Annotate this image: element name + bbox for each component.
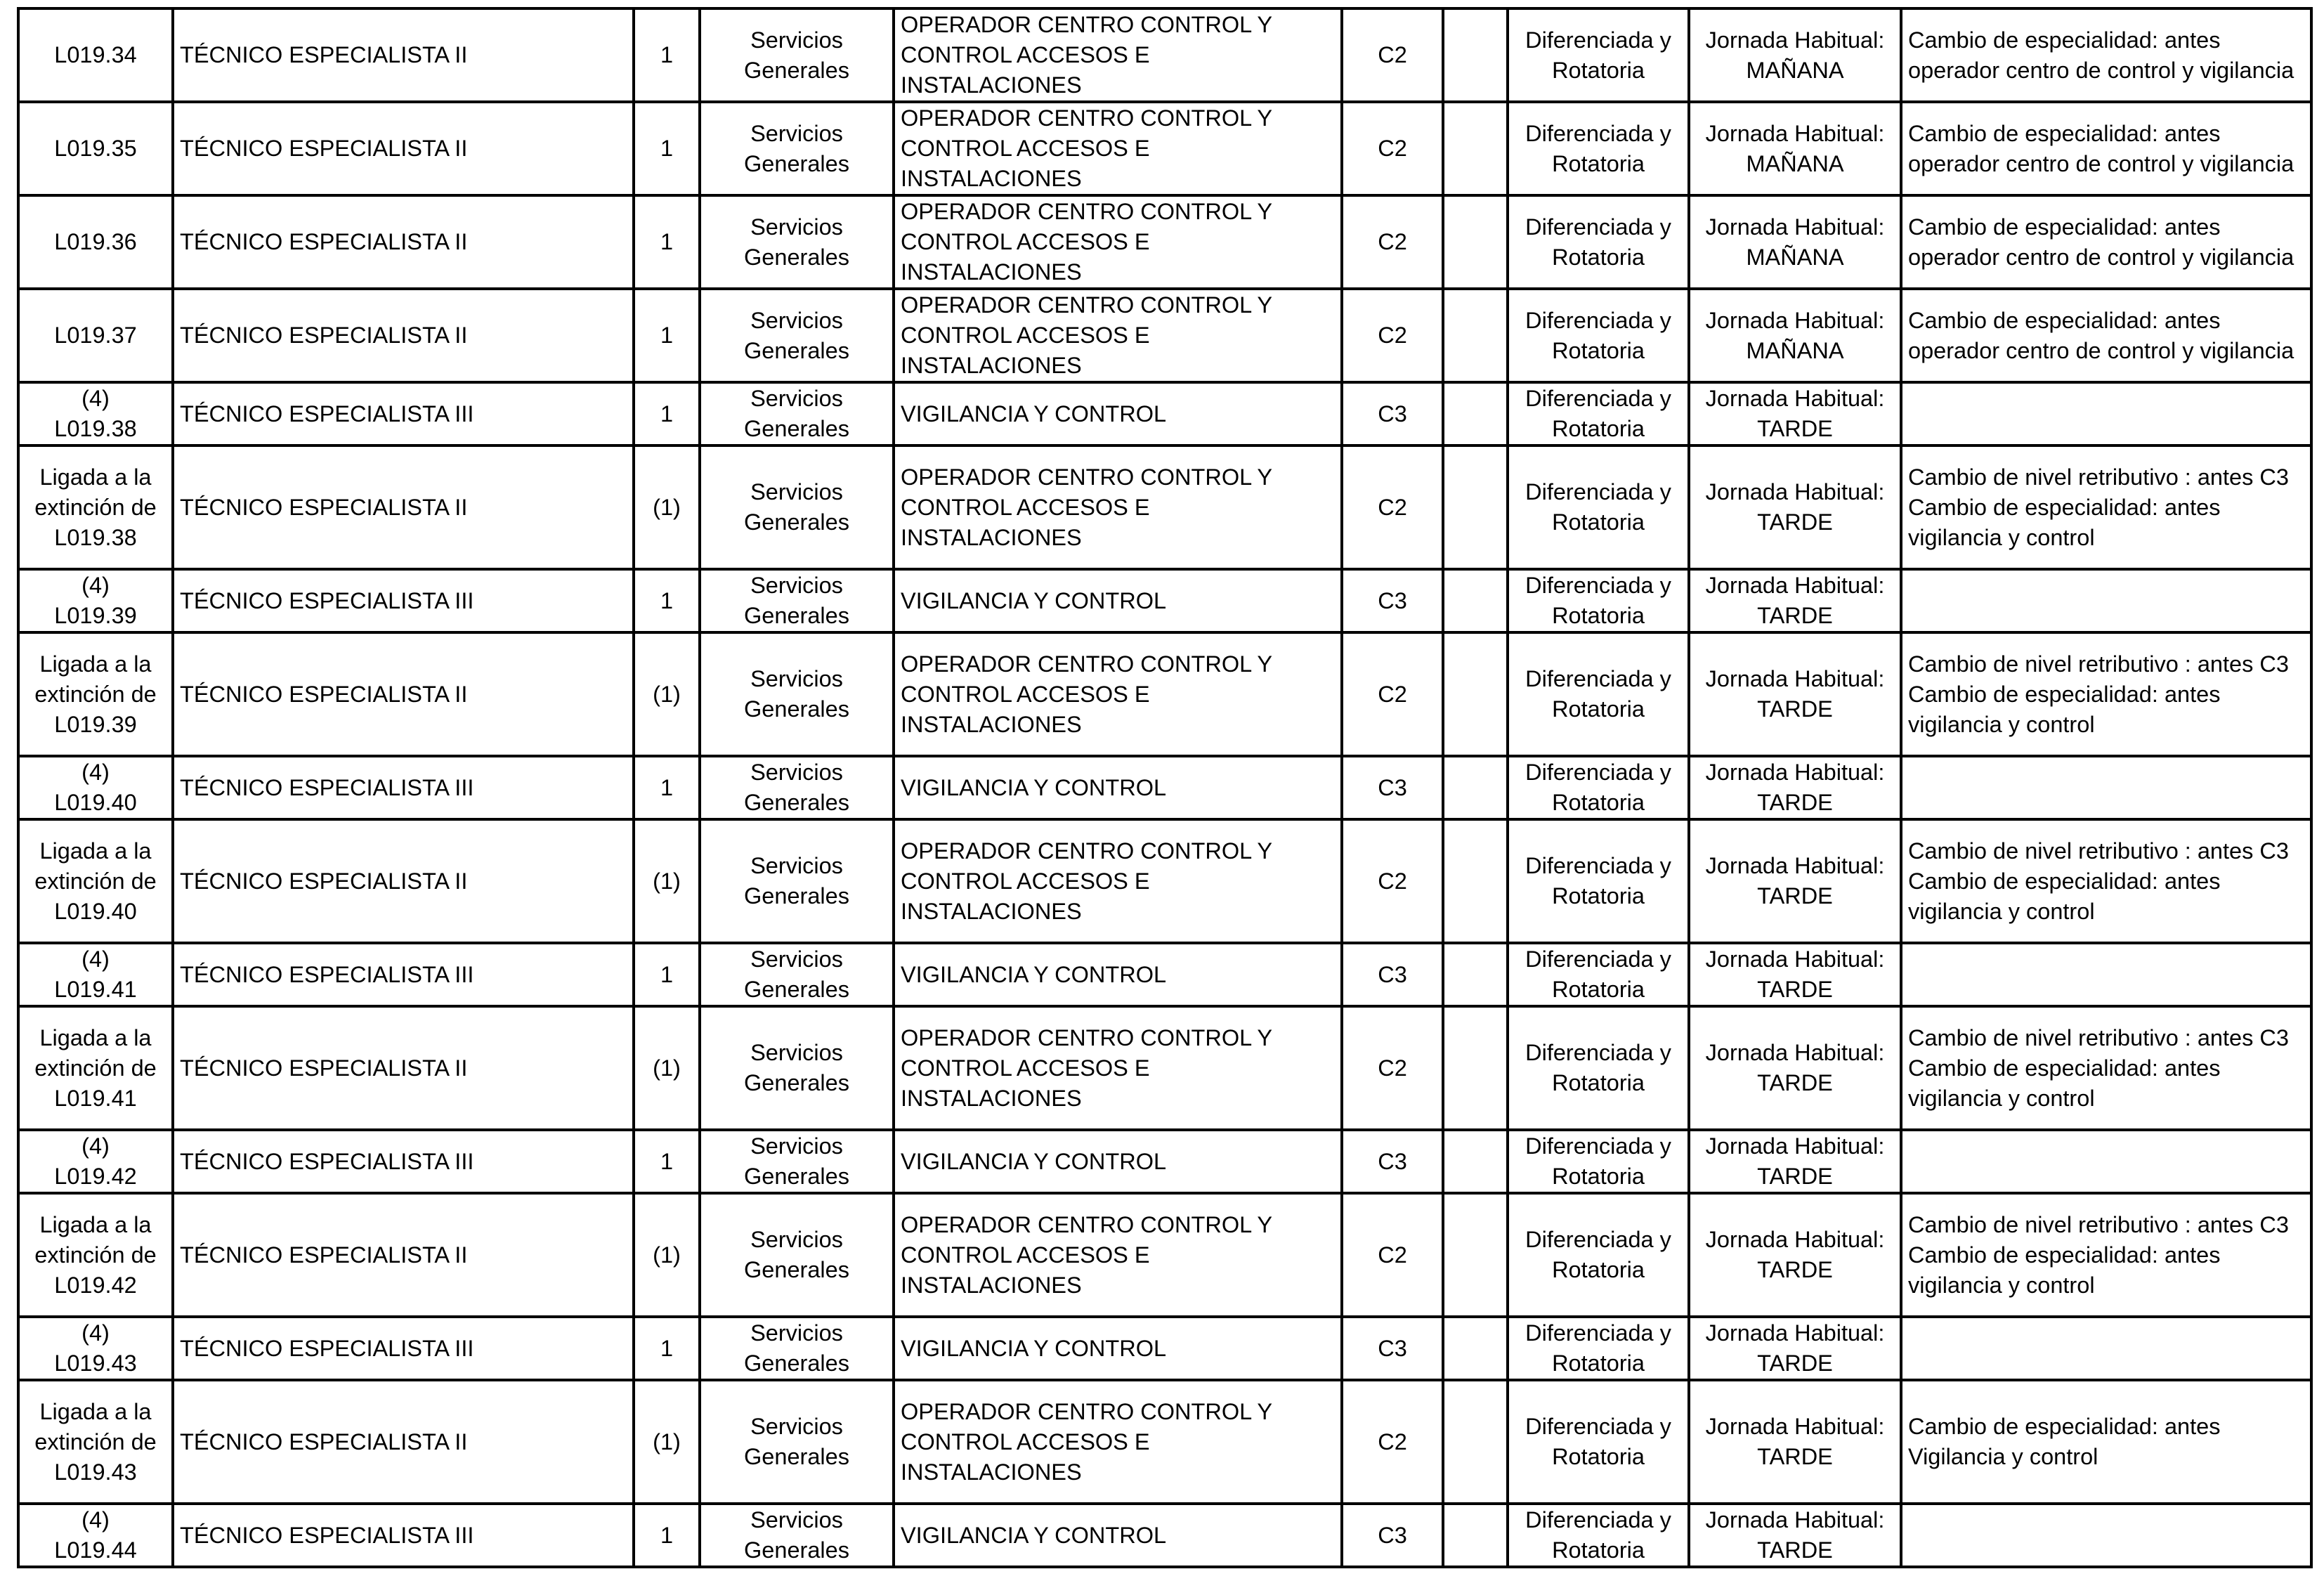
level-cell: C2 xyxy=(1342,819,1443,943)
observations-cell xyxy=(1901,382,2311,445)
level-cell: C3 xyxy=(1342,569,1443,632)
quantity-cell: 1 xyxy=(634,756,700,819)
shift-cell: Jornada Habitual: TARDE xyxy=(1689,569,1901,632)
table-row xyxy=(18,569,2311,632)
shift-cell: Jornada Habitual: TARDE xyxy=(1689,1380,1901,1504)
level-cell: C3 xyxy=(1342,943,1443,1006)
quantity-cell: 1 xyxy=(634,943,700,1006)
position-code-cell: (4) L019.39 xyxy=(18,569,173,632)
position-code-cell: L019.35 xyxy=(18,102,173,195)
schedule-type-cell: Diferenciada y Rotatoria xyxy=(1508,756,1689,819)
level-cell: C3 xyxy=(1342,1317,1443,1380)
quantity-cell: 1 xyxy=(634,382,700,445)
table-row xyxy=(18,1380,2311,1504)
category-cell: TÉCNICO ESPECIALISTA III xyxy=(173,1130,634,1193)
observations-cell: Cambio de nivel retributivo : antes C3 Cambio de especialidad: antes vigilancia y control xyxy=(1901,445,2311,569)
empty-cell xyxy=(1443,1317,1508,1380)
category-cell: TÉCNICO ESPECIALISTA II xyxy=(173,819,634,943)
schedule-type-cell: Diferenciada y Rotatoria xyxy=(1508,943,1689,1006)
observations-cell: Cambio de nivel retributivo : antes C3 Cambio de especialidad: antes vigilancia y control xyxy=(1901,1006,2311,1130)
level-cell: C2 xyxy=(1342,289,1443,382)
shift-cell: Jornada Habitual: MAÑANA xyxy=(1689,102,1901,195)
position-code-cell: (4) L019.40 xyxy=(18,756,173,819)
specialty-cell: OPERADOR CENTRO CONTROL Y CONTROL ACCESOS E INSTALACIONES xyxy=(894,632,1342,756)
category-cell: TÉCNICO ESPECIALISTA III xyxy=(173,382,634,445)
shift-cell: Jornada Habitual: MAÑANA xyxy=(1689,8,1901,102)
quantity-cell: (1) xyxy=(634,1193,700,1317)
category-cell: TÉCNICO ESPECIALISTA II xyxy=(173,195,634,289)
level-cell: C3 xyxy=(1342,756,1443,819)
position-code-cell: Ligada a la extinción de L019.38 xyxy=(18,445,173,569)
observations-cell: Cambio de especialidad: antes operador centro de control y vigilancia xyxy=(1901,195,2311,289)
empty-cell xyxy=(1443,943,1508,1006)
observations-cell: Cambio de especialidad: antes Vigilancia y control xyxy=(1901,1380,2311,1504)
position-code-cell: (4) L019.42 xyxy=(18,1130,173,1193)
specialty-cell: OPERADOR CENTRO CONTROL Y CONTROL ACCESOS E INSTALACIONES xyxy=(894,195,1342,289)
table-row xyxy=(18,445,2311,569)
observations-cell xyxy=(1901,1317,2311,1380)
schedule-type-cell: Diferenciada y Rotatoria xyxy=(1508,819,1689,943)
quantity-cell: (1) xyxy=(634,1006,700,1130)
area-cell: Servicios Generales xyxy=(700,1504,894,1567)
quantity-cell: (1) xyxy=(634,445,700,569)
quantity-cell: 1 xyxy=(634,195,700,289)
schedule-type-cell: Diferenciada y Rotatoria xyxy=(1508,1193,1689,1317)
category-cell: TÉCNICO ESPECIALISTA III xyxy=(173,943,634,1006)
specialty-cell: VIGILANCIA Y CONTROL xyxy=(894,756,1342,819)
category-cell: TÉCNICO ESPECIALISTA III xyxy=(173,569,634,632)
table-row xyxy=(18,195,2311,289)
observations-cell xyxy=(1901,569,2311,632)
empty-cell xyxy=(1443,289,1508,382)
category-cell: TÉCNICO ESPECIALISTA III xyxy=(173,1504,634,1567)
empty-cell xyxy=(1443,569,1508,632)
quantity-cell: (1) xyxy=(634,632,700,756)
table-row xyxy=(18,632,2311,756)
shift-cell: Jornada Habitual: TARDE xyxy=(1689,382,1901,445)
schedule-type-cell: Diferenciada y Rotatoria xyxy=(1508,102,1689,195)
shift-cell: Jornada Habitual: TARDE xyxy=(1689,632,1901,756)
shift-cell: Jornada Habitual: TARDE xyxy=(1689,1130,1901,1193)
empty-cell xyxy=(1443,1504,1508,1567)
table-row xyxy=(18,1504,2311,1567)
observations-cell xyxy=(1901,756,2311,819)
observations-cell: Cambio de nivel retributivo : antes C3 Cambio de especialidad: antes vigilancia y control xyxy=(1901,632,2311,756)
area-cell: Servicios Generales xyxy=(700,289,894,382)
empty-cell xyxy=(1443,102,1508,195)
specialty-cell: VIGILANCIA Y CONTROL xyxy=(894,1130,1342,1193)
empty-cell xyxy=(1443,382,1508,445)
area-cell: Servicios Generales xyxy=(700,195,894,289)
position-code-cell: (4) L019.41 xyxy=(18,943,173,1006)
level-cell: C2 xyxy=(1342,632,1443,756)
position-code-cell: L019.36 xyxy=(18,195,173,289)
observations-cell xyxy=(1901,1130,2311,1193)
position-code-cell: L019.34 xyxy=(18,8,173,102)
table-row xyxy=(18,943,2311,1006)
empty-cell xyxy=(1443,1130,1508,1193)
level-cell: C2 xyxy=(1342,8,1443,102)
area-cell: Servicios Generales xyxy=(700,756,894,819)
area-cell: Servicios Generales xyxy=(700,819,894,943)
area-cell: Servicios Generales xyxy=(700,943,894,1006)
observations-cell xyxy=(1901,1504,2311,1567)
shift-cell: Jornada Habitual: TARDE xyxy=(1689,819,1901,943)
shift-cell: Jornada Habitual: TARDE xyxy=(1689,445,1901,569)
observations-cell: Cambio de nivel retributivo : antes C3 Cambio de especialidad: antes vigilancia y control xyxy=(1901,1193,2311,1317)
schedule-type-cell: Diferenciada y Rotatoria xyxy=(1508,1380,1689,1504)
shift-cell: Jornada Habitual: TARDE xyxy=(1689,1193,1901,1317)
observations-cell: Cambio de especialidad: antes operador centro de control y vigilancia xyxy=(1901,289,2311,382)
category-cell: TÉCNICO ESPECIALISTA II xyxy=(173,289,634,382)
position-code-cell: Ligada a la extinción de L019.42 xyxy=(18,1193,173,1317)
shift-cell: Jornada Habitual: MAÑANA xyxy=(1689,195,1901,289)
category-cell: TÉCNICO ESPECIALISTA II xyxy=(173,445,634,569)
category-cell: TÉCNICO ESPECIALISTA II xyxy=(173,1193,634,1317)
level-cell: C3 xyxy=(1342,1130,1443,1193)
category-cell: TÉCNICO ESPECIALISTA III xyxy=(173,756,634,819)
table-row xyxy=(18,756,2311,819)
table-row xyxy=(18,289,2311,382)
position-code-cell: (4) L019.38 xyxy=(18,382,173,445)
empty-cell xyxy=(1443,632,1508,756)
empty-cell xyxy=(1443,195,1508,289)
quantity-cell: 1 xyxy=(634,1504,700,1567)
table-row xyxy=(18,102,2311,195)
empty-cell xyxy=(1443,1193,1508,1317)
table-row xyxy=(18,1317,2311,1380)
specialty-cell: VIGILANCIA Y CONTROL xyxy=(894,1317,1342,1380)
table-row xyxy=(18,819,2311,943)
area-cell: Servicios Generales xyxy=(700,1317,894,1380)
category-cell: TÉCNICO ESPECIALISTA II xyxy=(173,1006,634,1130)
specialty-cell: OPERADOR CENTRO CONTROL Y CONTROL ACCESOS E INSTALACIONES xyxy=(894,102,1342,195)
specialty-cell: OPERADOR CENTRO CONTROL Y CONTROL ACCESOS E INSTALACIONES xyxy=(894,445,1342,569)
quantity-cell: 1 xyxy=(634,8,700,102)
schedule-type-cell: Diferenciada y Rotatoria xyxy=(1508,1130,1689,1193)
category-cell: TÉCNICO ESPECIALISTA II xyxy=(173,102,634,195)
quantity-cell: 1 xyxy=(634,1130,700,1193)
specialty-cell: VIGILANCIA Y CONTROL xyxy=(894,943,1342,1006)
shift-cell: Jornada Habitual: TARDE xyxy=(1689,756,1901,819)
area-cell: Servicios Generales xyxy=(700,1130,894,1193)
area-cell: Servicios Generales xyxy=(700,102,894,195)
area-cell: Servicios Generales xyxy=(700,632,894,756)
area-cell: Servicios Generales xyxy=(700,1193,894,1317)
specialty-cell: VIGILANCIA Y CONTROL xyxy=(894,1504,1342,1567)
quantity-cell: 1 xyxy=(634,102,700,195)
empty-cell xyxy=(1443,1380,1508,1504)
level-cell: C2 xyxy=(1342,445,1443,569)
schedule-type-cell: Diferenciada y Rotatoria xyxy=(1508,1504,1689,1567)
category-cell: TÉCNICO ESPECIALISTA II xyxy=(173,632,634,756)
position-code-cell: L019.37 xyxy=(18,289,173,382)
category-cell: TÉCNICO ESPECIALISTA II xyxy=(173,1380,634,1504)
category-cell: TÉCNICO ESPECIALISTA III xyxy=(173,1317,634,1380)
shift-cell: Jornada Habitual: TARDE xyxy=(1689,1317,1901,1380)
shift-cell: Jornada Habitual: TARDE xyxy=(1689,943,1901,1006)
schedule-type-cell: Diferenciada y Rotatoria xyxy=(1508,289,1689,382)
level-cell: C2 xyxy=(1342,1006,1443,1130)
level-cell: C2 xyxy=(1342,1193,1443,1317)
shift-cell: Jornada Habitual: TARDE xyxy=(1689,1504,1901,1567)
level-cell: C3 xyxy=(1342,382,1443,445)
specialty-cell: OPERADOR CENTRO CONTROL Y CONTROL ACCESOS E INSTALACIONES xyxy=(894,1380,1342,1504)
quantity-cell: (1) xyxy=(634,819,700,943)
category-cell: TÉCNICO ESPECIALISTA II xyxy=(173,8,634,102)
empty-cell xyxy=(1443,819,1508,943)
table-row xyxy=(18,8,2311,102)
table-row xyxy=(18,1193,2311,1317)
observations-cell xyxy=(1901,943,2311,1006)
position-code-cell: (4) L019.43 xyxy=(18,1317,173,1380)
table-row xyxy=(18,1130,2311,1193)
area-cell: Servicios Generales xyxy=(700,445,894,569)
table-row xyxy=(18,1006,2311,1130)
schedule-type-cell: Diferenciada y Rotatoria xyxy=(1508,8,1689,102)
quantity-cell: 1 xyxy=(634,1317,700,1380)
level-cell: C2 xyxy=(1342,1380,1443,1504)
position-code-cell: Ligada a la extinción de L019.43 xyxy=(18,1380,173,1504)
area-cell: Servicios Generales xyxy=(700,569,894,632)
position-code-cell: (4) L019.44 xyxy=(18,1504,173,1567)
level-cell: C3 xyxy=(1342,1504,1443,1567)
level-cell: C2 xyxy=(1342,102,1443,195)
staff-positions-table xyxy=(17,7,2313,1568)
schedule-type-cell: Diferenciada y Rotatoria xyxy=(1508,445,1689,569)
quantity-cell: 1 xyxy=(634,569,700,632)
level-cell: C2 xyxy=(1342,195,1443,289)
specialty-cell: OPERADOR CENTRO CONTROL Y CONTROL ACCESOS E INSTALACIONES xyxy=(894,8,1342,102)
observations-cell: Cambio de nivel retributivo : antes C3 Cambio de especialidad: antes vigilancia y control xyxy=(1901,819,2311,943)
empty-cell xyxy=(1443,445,1508,569)
specialty-cell: OPERADOR CENTRO CONTROL Y CONTROL ACCESOS E INSTALACIONES xyxy=(894,289,1342,382)
table-row xyxy=(18,382,2311,445)
specialty-cell: OPERADOR CENTRO CONTROL Y CONTROL ACCESOS E INSTALACIONES xyxy=(894,819,1342,943)
observations-cell: Cambio de especialidad: antes operador centro de control y vigilancia xyxy=(1901,102,2311,195)
area-cell: Servicios Generales xyxy=(700,8,894,102)
specialty-cell: VIGILANCIA Y CONTROL xyxy=(894,569,1342,632)
table-body xyxy=(18,8,2311,1567)
position-code-cell: Ligada a la extinción de L019.39 xyxy=(18,632,173,756)
schedule-type-cell: Diferenciada y Rotatoria xyxy=(1508,382,1689,445)
empty-cell xyxy=(1443,756,1508,819)
observations-cell: Cambio de especialidad: antes operador centro de control y vigilancia xyxy=(1901,8,2311,102)
position-code-cell: Ligada a la extinción de L019.41 xyxy=(18,1006,173,1130)
area-cell: Servicios Generales xyxy=(700,1006,894,1130)
position-code-cell: Ligada a la extinción de L019.40 xyxy=(18,819,173,943)
specialty-cell: VIGILANCIA Y CONTROL xyxy=(894,382,1342,445)
shift-cell: Jornada Habitual: TARDE xyxy=(1689,1006,1901,1130)
shift-cell: Jornada Habitual: MAÑANA xyxy=(1689,289,1901,382)
schedule-type-cell: Diferenciada y Rotatoria xyxy=(1508,1006,1689,1130)
specialty-cell: OPERADOR CENTRO CONTROL Y CONTROL ACCESOS E INSTALACIONES xyxy=(894,1193,1342,1317)
empty-cell xyxy=(1443,1006,1508,1130)
area-cell: Servicios Generales xyxy=(700,1380,894,1504)
quantity-cell: (1) xyxy=(634,1380,700,1504)
schedule-type-cell: Diferenciada y Rotatoria xyxy=(1508,569,1689,632)
schedule-type-cell: Diferenciada y Rotatoria xyxy=(1508,1317,1689,1380)
quantity-cell: 1 xyxy=(634,289,700,382)
specialty-cell: OPERADOR CENTRO CONTROL Y CONTROL ACCESOS E INSTALACIONES xyxy=(894,1006,1342,1130)
empty-cell xyxy=(1443,8,1508,102)
schedule-type-cell: Diferenciada y Rotatoria xyxy=(1508,195,1689,289)
area-cell: Servicios Generales xyxy=(700,382,894,445)
schedule-type-cell: Diferenciada y Rotatoria xyxy=(1508,632,1689,756)
